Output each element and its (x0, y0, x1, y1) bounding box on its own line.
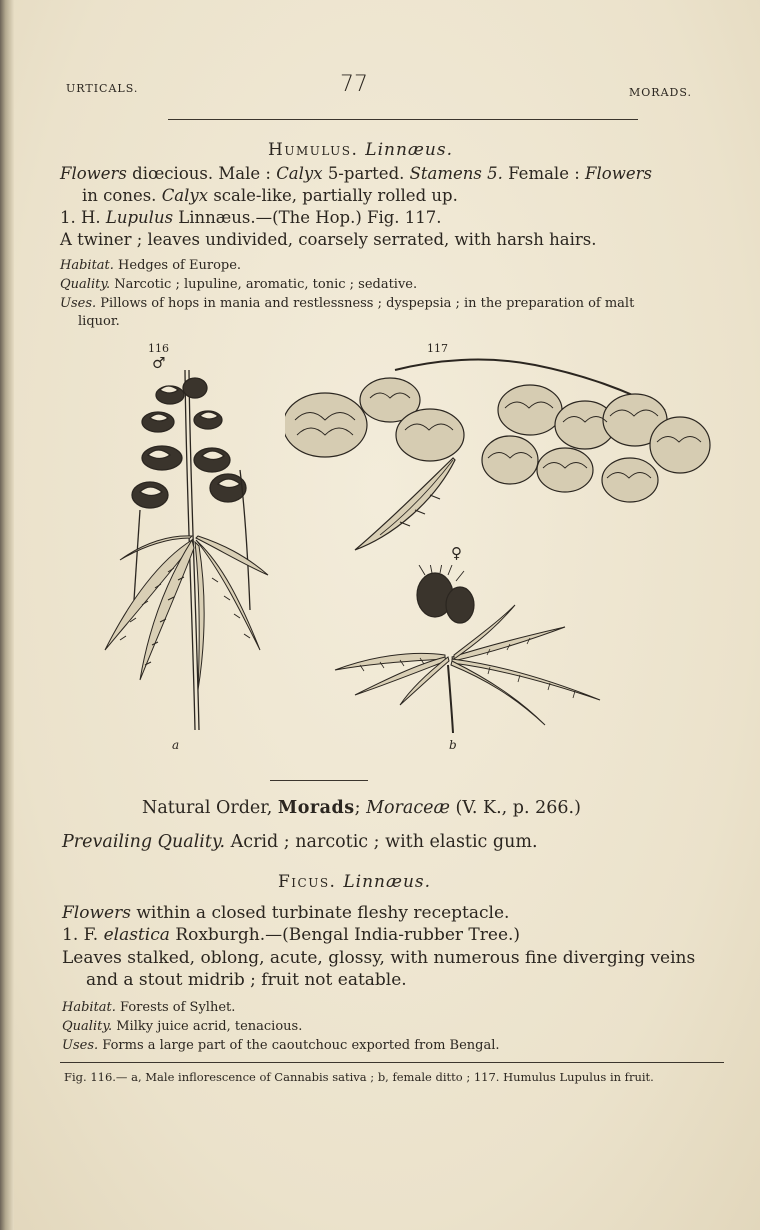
section-rule (270, 780, 368, 781)
flowers-label: Flowers (60, 164, 127, 183)
ficus-description-line1: Leaves stalked, oblong, acute, glossy, with numerous fine diverging veins (62, 948, 696, 968)
ficus-quality-label: Quality. (62, 1019, 113, 1034)
caption-rule (60, 1062, 724, 1063)
quality-text: Narcotic ; lupuline, aromatic, tonic ; sedative. (114, 277, 418, 292)
humulus-quality (60, 277, 417, 292)
figure-caption: Fig. 116.— a, Male inflorescence of Cannabis sativa ; b, female ditto ; 117. Humulus Lupulus in fruit. (64, 1070, 654, 1084)
fig-116-number: 116 (148, 342, 169, 355)
ficus-description-line2: and a stout midrib ; fruit not eatable. (86, 970, 407, 990)
ficus-species-name: elastica (103, 925, 170, 945)
habitat-text: Hedges of Europe. (118, 258, 242, 273)
ficus-flowers-text: within a closed turbinate fleshy receptacle. (136, 903, 510, 923)
humulus-species-line (60, 210, 442, 227)
ficus-habitat-text: Forests of Sylhet. (120, 1000, 236, 1015)
stamens-text: Stamens 5. (409, 164, 503, 183)
calyx-text: 5-parted. (327, 164, 405, 183)
humulus-authority: Linnæus. (365, 140, 453, 160)
female-text: Female : (508, 164, 580, 183)
ficus-uses-text: Forms a large part of the caoutchouc exported from Bengal. (102, 1038, 500, 1053)
calyx-description: scale-like, partially rolled up. (213, 186, 458, 205)
illustration-hop-fruit (285, 350, 725, 560)
illustration-cannabis-male (100, 360, 270, 740)
humulus-genus: Humulus. (268, 140, 359, 160)
quality-label: Quality. (60, 277, 111, 292)
humulus-habitat (60, 258, 241, 273)
cones-text: in cones. (82, 186, 157, 205)
running-header-left: URTICALS. (66, 82, 139, 95)
humulus-uses (60, 296, 634, 311)
calyx-label-2: Calyx (161, 186, 209, 205)
flowers-text-male: diœcious. Male : (132, 164, 271, 183)
ficus-habitat-label: Habitat. (62, 1000, 116, 1015)
calyx-label: Calyx (276, 164, 323, 183)
species-genus-abbr: H. (81, 208, 101, 227)
order-reference: (V. K., p. 266.) (455, 798, 581, 818)
ficus-genus: Ficus. (278, 872, 337, 892)
ficus-uses-label: Uses. (62, 1038, 99, 1053)
flowers-label-female: Flowers (585, 164, 652, 183)
ficus-quality (62, 1019, 302, 1034)
prevailing-quality-label: Prevailing Quality. (62, 832, 226, 852)
natural-order-line (142, 800, 581, 818)
species-common-name: Linnæus.—(The Hop.) Fig. 117. (178, 208, 442, 227)
illustration-cannabis-female (330, 565, 630, 735)
habitat-label: Habitat. (60, 258, 114, 273)
uses-text: Pillows of hops in mania and restlessness ; dyspepsia ; in the preparation of malt (100, 296, 635, 311)
order-blackletter: Morads (277, 798, 355, 818)
ficus-flowers-line (62, 905, 509, 922)
uses-label: Uses. (60, 296, 97, 311)
ficus-authority: Linnæus. (343, 872, 432, 892)
header-rule (168, 119, 638, 120)
ficus-genus-abbr: F. (83, 925, 99, 945)
female-symbol: ♀ (451, 544, 462, 562)
species-number: 1. (60, 208, 76, 227)
fig-117-number: 117 (427, 342, 448, 355)
order-latin: Moraceæ (366, 798, 450, 818)
page-number: 77 (340, 72, 368, 97)
fig-label-a: a (172, 738, 180, 752)
male-symbol: ♂ (152, 354, 166, 372)
ficus-flowers-label: Flowers (62, 903, 131, 923)
humulus-description: A twiner ; leaves undivided, coarsely serrated, with harsh hairs. (60, 230, 597, 249)
ficus-species-line (62, 927, 520, 944)
prevailing-quality-line (62, 834, 538, 852)
humulus-flowers-line1 (60, 166, 652, 183)
ficus-heading (278, 872, 431, 892)
species-name: Lupulus (105, 208, 174, 227)
ficus-common-name: Roxburgh.—(Bengal India-rubber Tree.) (175, 925, 521, 945)
natural-order-label: Natural Order, (142, 798, 273, 818)
book-spine-shadow (0, 0, 14, 1230)
running-header-right: MORADS. (629, 86, 692, 99)
fig-label-b: b (449, 738, 457, 752)
ficus-quality-text: Milky juice acrid, tenacious. (116, 1019, 303, 1034)
ficus-habitat (62, 1000, 235, 1015)
humulus-flowers-line2 (82, 188, 458, 205)
ficus-uses (62, 1038, 500, 1053)
humulus-uses-cont: liquor. (78, 314, 120, 329)
humulus-heading (268, 140, 453, 160)
order-semicolon: ; (354, 798, 361, 818)
ficus-species-number: 1. (62, 925, 79, 945)
prevailing-quality-text: Acrid ; narcotic ; with elastic gum. (230, 832, 538, 852)
